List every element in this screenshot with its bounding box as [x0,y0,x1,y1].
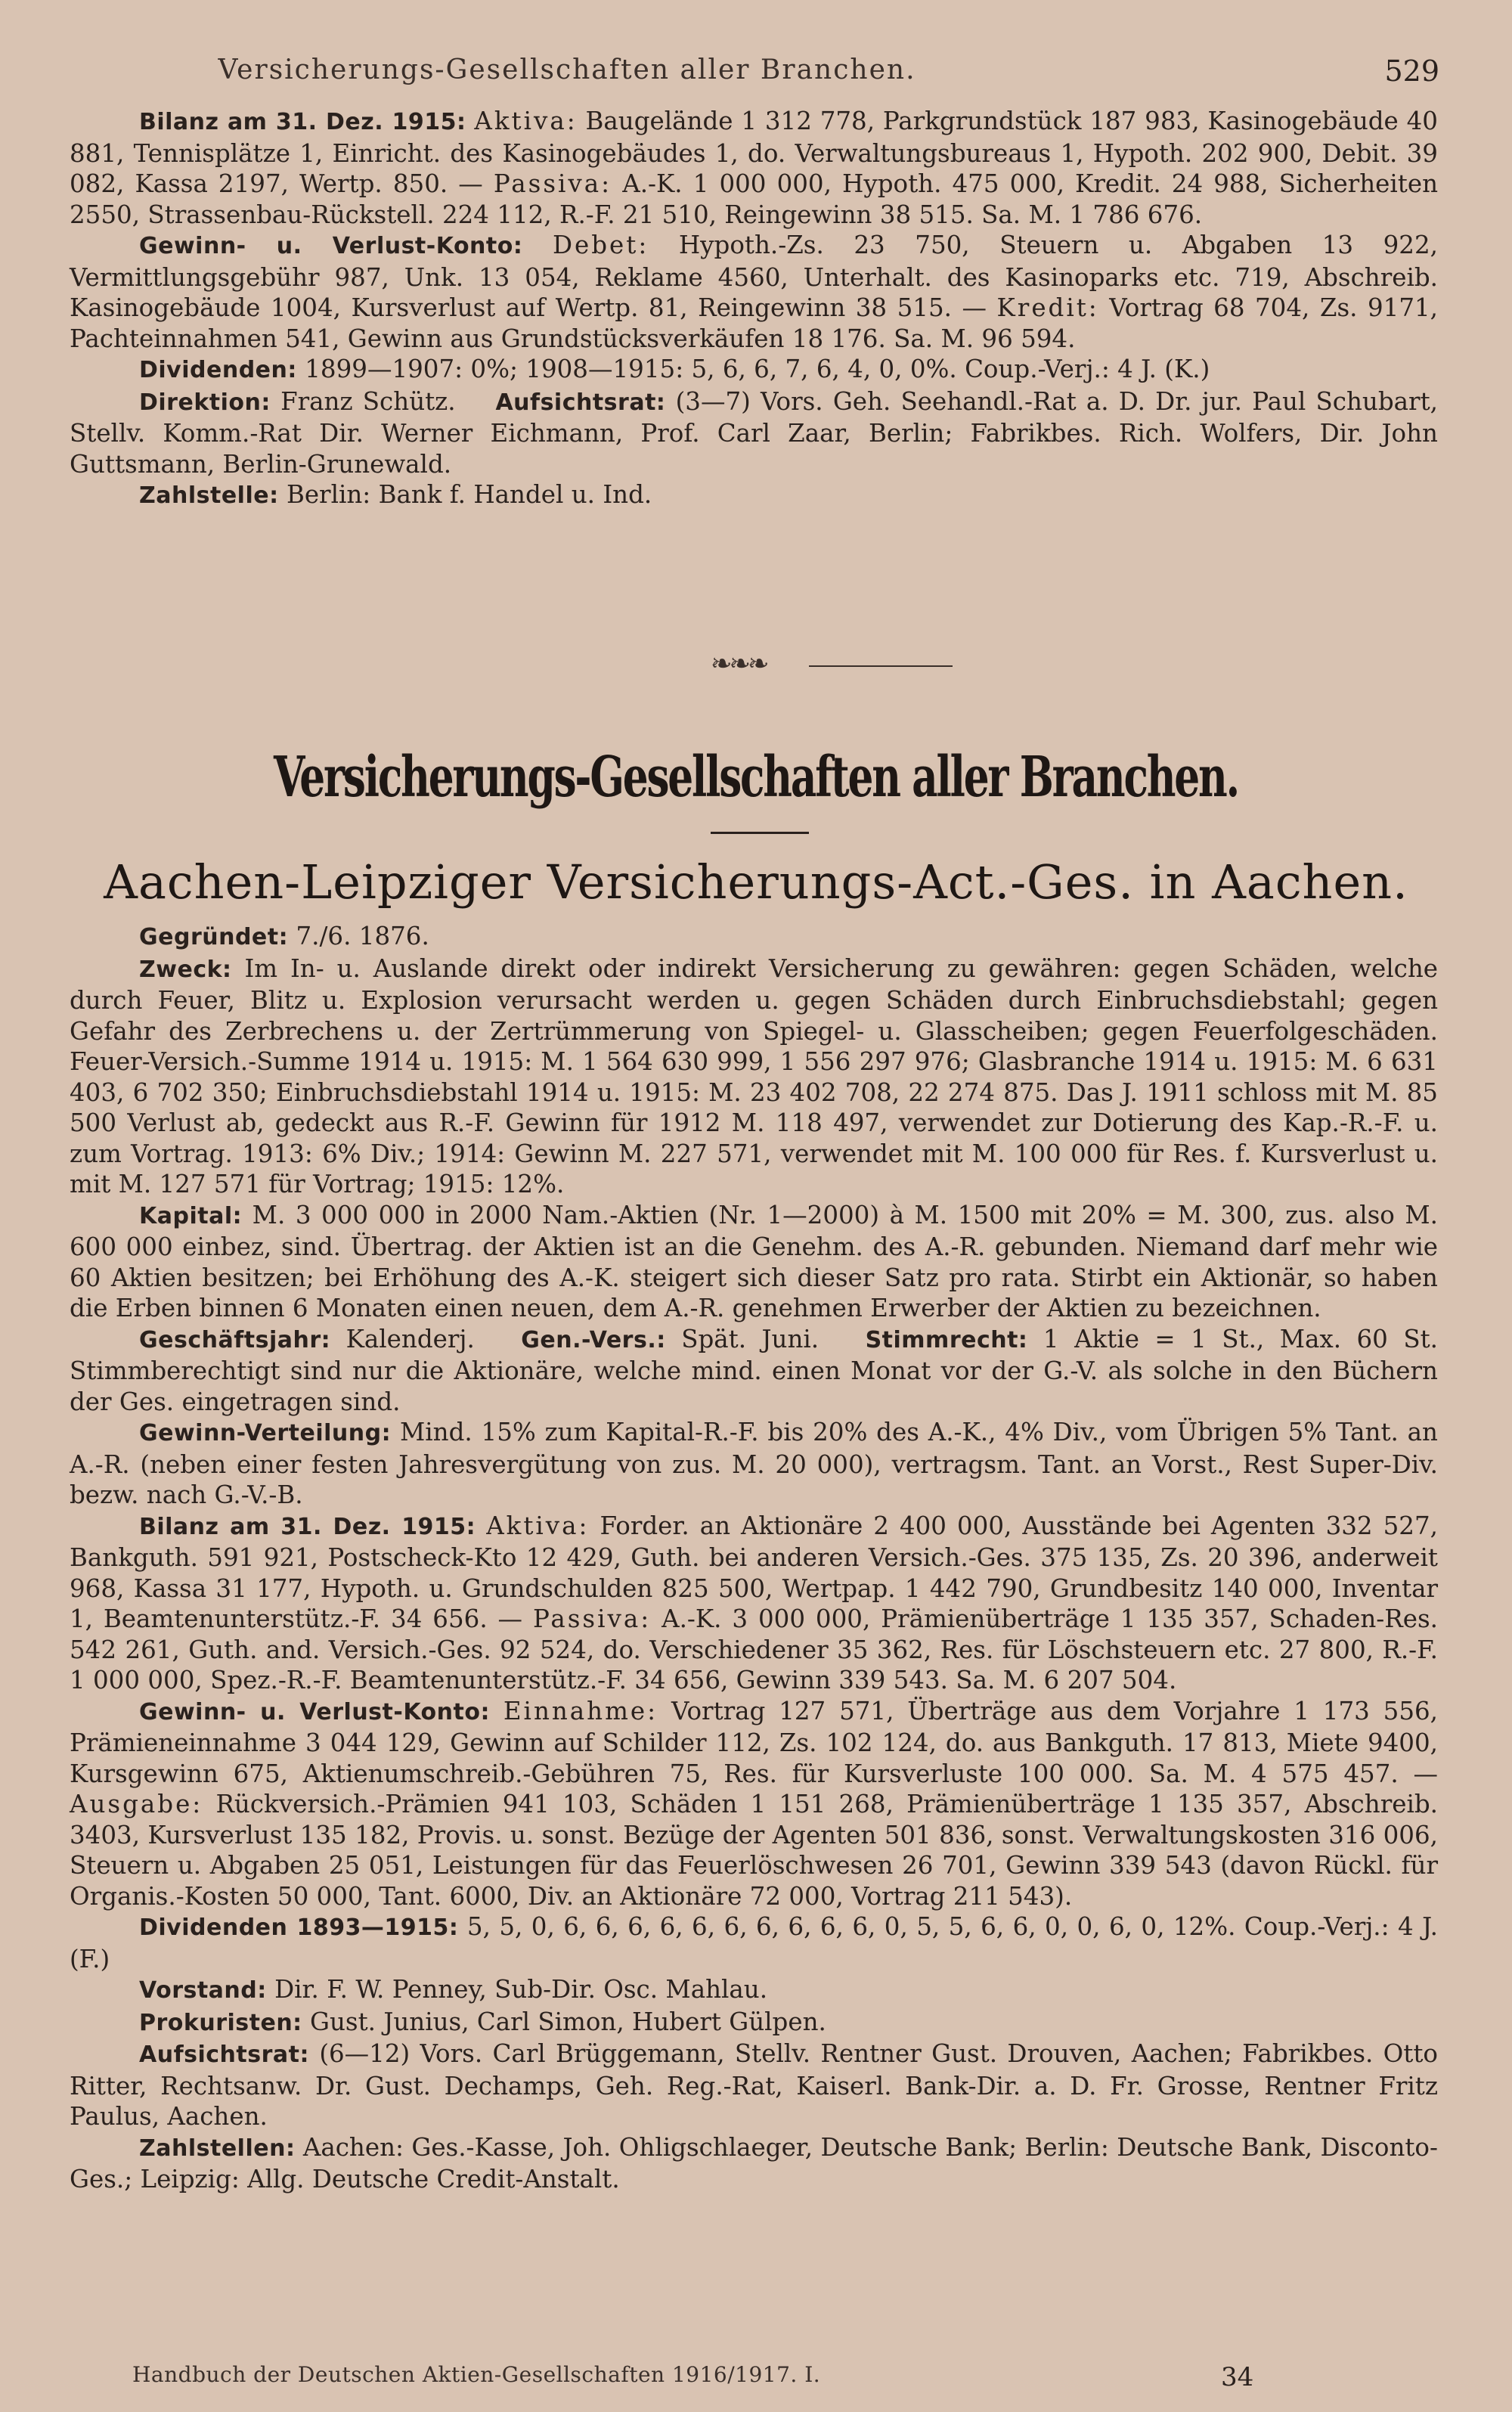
gegruendet-text: 7./6. 1876. [296,922,429,950]
gen-vers-label: Gen.-Vers.: [521,1326,666,1353]
bilanz-label: Bilanz am 31. Dez. 1915: [139,109,466,135]
passiva-label: Passiva: [493,169,612,198]
aktiva-label: Aktiva: [486,1511,590,1540]
guv-label: Gewinn- u. Verlust-Konto: [139,1698,490,1725]
running-title: Versicherungs-Gesellschaften aller Branchen. [218,54,916,85]
gewinn-verteilung-paragraph [70,1417,1438,1511]
guv-kredit-text: Vortrag 68 704, Zs. 9171, Pachteinnahmen 541, Gewinn aus Grundstücksverkäufen 18 176. Sa. M. 96 594. [70,293,1439,353]
section-divider [711,649,953,679]
stimmrecht-label: Stimmrecht: [865,1326,1028,1353]
zweck-paragraph [70,953,1438,1200]
aufsichtsrat-text: (3—7) Vors. Geh. Seehandl.-Rat a. D. Dr. jur. Paul Schubart, Stellv. Komm.-Rat Dir. Werner Eichmann, Prof. Carl Zaar, Berlin; Fabrikbes. Rich. Wolfers, Dir. John Guttsmann, Berlin-Grunewald. [70,386,1438,479]
dividenden-paragraph [70,354,1438,386]
bilanz-passiva-text: A.-K. 1 000 000, Hypoth. 475 000, Kredit. 24 988, Sicherheiten 2550, Strassenbau-Rückstell. 224 112, R.-F. 21 510, Reingewinn 38 515. Sa. M. 1 786 676. [70,169,1438,229]
kapital-label: Kapital: [139,1202,243,1229]
aufsichtsrat-text: (6—12) Vors. Carl Brüggemann, Stellv. Rentner Gust. Drouven, Aachen; Fabrikbes. Otto Ritter, Rechtsanw. Dr. Gust. Dechamps, Geh. Reg.-Rat, Kaiserl. Bank-Dir. a. D. Fr. Grosse, Rentner Fritz Paulus, Aachen. [70,2039,1438,2131]
gegruendet-label: Gegründet: [139,924,289,950]
kapital-text: M. 3 000 000 in 2000 Nam.-Aktien (Nr. 1—2000) à M. 1500 mit 20% = M. 300, zus. also M. 600 000 einbez, sind. Übertrag. der Aktien ist an die Genehm. des A.-R. gebunden. Niemand darf mehr wie 60 Aktien besitzen; bei Erhöhung des A.-K. steigert sich dieser Satz pro rata. Stirbt ein Aktionär, so haben die Erben binnen 6 Monaten einen neuen, dem A.-R. genehmen Erwerber der Aktien zu bezeichnen. [70,1200,1438,1322]
prokuristen-paragraph [70,2007,1438,2039]
kapital-paragraph [70,1200,1438,1324]
direktion-label: Direktion: [139,389,271,416]
gegruendet-paragraph [70,921,1438,953]
divider-line [809,665,953,667]
guv-ausgabe-text: Rückversich.-Prämien 941 103, Schäden 1 151 268, Prämienüberträge 1 135 357, Abschreib. 3403, Kursverlust 135 182, Provis. u. sonst. Bezüge der Agenten 501 836, sonst. Verwaltungskosten 316 006, Steuern u. Abgaben 25 051, Leistungen für das Feuerlöschwesen 26 701, Gewinn 339 543 (davon Rückl. für Organis.-Kosten 50 000, Tant. 6000, Div. an Aktionäre 72 000, Vortrag 211 543). [70,1790,1438,1911]
dividenden-text: 1899—1907: 0%; 1908—1915: 5, 6, 6, 7, 6, 4, 0, 0%. Coup.-Verj.: 4 J. (K.) [305,355,1210,383]
zweck-text: Im In- u. Auslande direkt oder indirekt Versicherung zu gewähren: gegen Schäden, welche durch Feuer, Blitz u. Explosion verursacht werden u. gegen Schäden durch Einbruchsdiebstahl; gegen Gefahr des Zerbrechens u. der Zertrümmerung von Spiegel- u. Glasscheiben; gegen Feuerfolgeschäden. Feuer-Versich.-Summe 1914 u. 1915: M. 1 564 630 999, 1 556 297 976; Glasbranche 1914 u. 1915: M. 6 631 403, 6 702 350; Einbruchsdiebstahl 1914 u. 1915: M. 23 402 708, 22 274 875. Das J. 1911 schloss mit M. 85 500 Verlust ab, gedeckt aus R.-F. Gewinn für 1912 M. 118 497, verwendet zur Dotierung des Kap.-R.-F. u. zum Vortrag. 1913: 6% Div.; 1914: Gewinn M. 227 571, verwendet mit M. 100 000 für Res. f. Kursverlust u. mit M. 127 571 für Vortrag; 1915: 12%. [70,953,1439,1198]
vorstand-paragraph [70,1974,1438,2007]
geschaeftsjahr-paragraph [70,1324,1438,1418]
bilanz-aktiva-text: Forder. an Aktionäre 2 400 000, Ausstände bei Agenten 332 527, Bankguth. 591 921, Postscheck-Kto 12 429, Guth. bei anderen Versich.-Ges. 375 135, Zs. 20 396, anderweit 968, Kassa 31 177, Hypoth. u. Grundschulden 825 500, Wertpap. 1 442 790, Grundbesitz 140 000, Inventar 1, Beamtenunterstütz.-F. 34 656. — [70,1511,1438,1633]
aufsichtsrat-paragraph [70,2038,1438,2132]
company-entry [70,921,1438,2195]
bilanz-passiva-text: A.-K. 3 000 000, Prämienüberträge 1 135 357, Schaden-Res. 542 261, Guth. and. Versich.-Ges. 92 524, do. Verschiedener 35 362, Res. für Löschsteuern etc. 27 800, R.-F. 1 000 000, Spez.-R.-F. Beamtenunterstütz.-F. 34 656, Gewinn 339 543. Sa. M. 6 207 504. [70,1604,1438,1694]
direktion-paragraph [70,386,1438,480]
footer-text: Handbuch der Deutschen Aktien-Gesellschaften 1916/1917. I. [132,2362,821,2387]
zweck-label: Zweck: [139,956,232,983]
prokuristen-text: Gust. Junius, Carl Simon, Hubert Gülpen. [310,2007,826,2036]
zahlstelle-paragraph [70,479,1438,512]
prokuristen-label: Prokuristen: [139,2009,302,2036]
bilanz-paragraph [70,106,1438,230]
title-rule [711,832,809,834]
page-number: 529 [1384,54,1439,88]
guv-paragraph [70,230,1438,354]
zahlstellen-text: Aachen: Ges.-Kasse, Joh. Ohligschlaeger, Deutsche Bank; Berlin: Deutsche Bank, Disconto-Ges.; Leipzig: Allg. Deutsche Credit-Anstalt. [70,2132,1438,2193]
guv-einnahme-text: Vortrag 127 571, Überträge aus dem Vorjahre 1 173 556, Prämieneinnahme 3 044 129, Gewinn auf Schilder 112, Zs. 102 124, do. aus Bankguth. 17 813, Miete 9400, Kursgewinn 675, Aktienumschreib.-Gebühren 75, Res. für Kursverluste 100 000. Sa. M. 4 575 457. — [70,1696,1439,1788]
bilanz-paragraph [70,1511,1438,1696]
ausgabe-label: Ausgabe: [70,1790,203,1818]
einnahme-label: Einnahme: [503,1696,658,1725]
debet-label: Debet: [552,231,649,259]
dividenden-paragraph [70,1911,1438,1974]
aktiva-label: Aktiva: [474,107,578,135]
aufsichtsrat-label: Aufsichtsrat: [139,2042,309,2068]
gewinn-verteilung-text: Mind. 15% zum Kapital-R.-F. bis 20% des A.-K., 4% Div., vom Übrigen 5% Tant. an A.-R. (neben einer festen Jahresvergütung von zus. M. 20 000), vertragsm. Tant. an Vorst., Rest Super-Div. bezw. nach G.-V.-B. [70,1418,1438,1509]
dividenden-text: 5, 5, 0, 6, 6, 6, 6, 6, 6, 6, 6, 6, 6, 0, 5, 5, 6, 6, 0, 0, 6, 0, 12%. Coup.-Verj.: 4 J. (F.) [70,1912,1438,1973]
section-title: Versicherungs-Gesellschaften aller Branchen. [273,745,1239,810]
gewinn-verteilung-label: Gewinn-Verteilung: [139,1420,392,1446]
dividenden-label: Dividenden 1893—1915: [139,1914,459,1941]
gen-vers-text: Spät. Juni. [681,1324,820,1353]
aufsichtsrat-label: Aufsichtsrat: [495,389,666,416]
geschaeftsjahr-text: Kalenderj. [345,1324,475,1353]
zahlstelle-label: Zahlstelle: [139,482,279,509]
stimmrecht-text: 1 Aktie = 1 St., Max. 60 St. Stimmberechtigt sind nur die Aktionäre, welche mind. einen Monat vor der G.-V. als solche in den Büchern der Ges. eingetragen sind. [70,1324,1438,1416]
signature-number: 34 [1221,2362,1254,2392]
vorstand-label: Vorstand: [139,1977,267,2004]
previous-company-entry [70,106,1438,512]
page-header [0,54,1512,88]
company-name: Aachen-Leipziger Versicherungs-Act.-Ges. in Aachen. [104,854,1408,910]
zahlstellen-label: Zahlstellen: [139,2135,296,2162]
vorstand-text: Dir. F. W. Penney, Sub-Dir. Osc. Mahlau. [274,1975,768,2004]
guv-label: Gewinn- u. Verlust-Konto: [139,233,523,259]
guv-debet-text: Hypoth.-Zs. 23 750, Steuern u. Abgaben 13 922, Vermittlungsgebühr 987, Unk. 13 054, Reklame 4560, Unterhalt. des Kasinoparks etc. 719, Abschreib. Kasinogebäude 1004, Kursverlust auf Wertp. 81, Reingewinn 38 515. — [70,231,1438,322]
guv-paragraph [70,1696,1438,1912]
kredit-label: Kredit: [996,293,1099,322]
fleuron-ornament: ❧❧❧ [711,649,767,679]
passiva-label: Passiva: [532,1604,652,1633]
zahlstelle-text: Berlin: Bank f. Handel u. Ind. [286,480,652,509]
bilanz-aktiva-text: Baugelände 1 312 778, Parkgrundstück 187 983, Kasinogebäude 40 881, Tennisplätze 1, Einricht. des Kasinogebäudes 1, do. Verwaltungsbureaus 1, Hypoth. 202 900, Debit. 39 082, Kassa 2197, Wertp. 850. — [70,107,1438,198]
dividenden-label: Dividenden: [139,357,297,383]
zahlstellen-paragraph [70,2132,1438,2195]
bilanz-label: Bilanz am 31. Dez. 1915: [139,1513,476,1540]
geschaeftsjahr-label: Geschäftsjahr: [139,1326,331,1353]
direktion-text: Franz Schütz. [280,386,456,416]
page-footer [0,2362,1512,2392]
